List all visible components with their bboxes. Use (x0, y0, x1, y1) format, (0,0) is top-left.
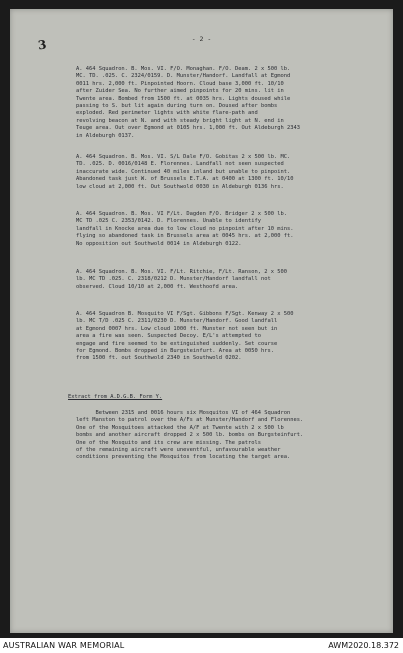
extract-heading: Extract from A.D.G.B. Form Y. (68, 394, 163, 400)
institution-name: AUSTRALIAN WAR MEMORIAL (3, 641, 125, 650)
handwritten-page-mark: 3 (37, 37, 48, 53)
sortie-report-5: A. 464 Squadron B. Mosquito VI F/Sgt. Gibbons F/Sgt. Kenway 2 x 500 lb. MC T/D .025 C. 2311/0230 D. Munster/Handorf. Good landfall at Egmond 0007 hrs. Low cloud 1000 ft. Munster not seen but in area a fire was seen. Suspected Decoy. E/L's attempted to engage and fire seemed to be extinguished suddenly. Set course for Egmond. Bombs dropped in Burgsteinfurt. Area at 0050 hrs. from 1500 ft. out Southwold 2340 in Southwold 0202. (76, 311, 294, 362)
page-number: - 2 - (191, 35, 212, 43)
sortie-report-4: A. 464 Squadron. B. Mos. VI. F/Lt. Ritchie, F/Lt. Ranson, 2 x 500 lb. MC TD .025. C. 2318/0212 D. Munster/Handorf landfall not observed. Cloud 10/10 at 2,000 ft. Westhoofd area. (76, 269, 287, 290)
extract-body: Between 2315 and 0016 hours six Mosquitos VI of 464 Squadron left Manston to patrol over the A/Fs at Munster/Handorf and Florennes. One of the Mosquitoes attacked the A/F at Twente with 2 x 500 lb bombs and another aircraft dropped 2 x 500 lb. bombs on Burgsteinfurt. One of the Mosquito and its crew are missing. The patrols of the remaining aircraft were uneventful, unfavourable weather conditions preventing the Mosquitos from locating the target area. (76, 410, 304, 461)
sortie-report-2: A. 464 Squadron. B. Mos. VI. S/L Dale F/O. Gobitas 2 x 500 lb. MC. TD. .025. D. 0016/0148 E. Florennes. Landfall not seen suspected inaccurate wide. Continued 40 miles inland but unable to pinpoint. Abandoned task just W. of Brussels E.T.A. at 0400 at 1300 ft. 10/10 low cloud at 2,000 ft. Out Southwold 0030 in Aldeburgh 0136 hrs. (76, 154, 294, 190)
archive-footer (0, 638, 403, 653)
sortie-report-3: A. 464 Squadron. B. Mos. VI F/Lt. Dagden F/O. Bridger 2 x 500 lb. MC TD .025 C. 2353/0142. D. Florennes. Unable to identify landfall in Knocke area due to low cloud no pinpoint after 10 mins. flying so abandoned task in Brussels area at 0045 hrs. at 2,000 ft. No opposition out Southwold 0014 in Aldeburgh 0122. (76, 211, 294, 247)
document-page (10, 9, 393, 633)
sortie-report-1: A. 464 Squadron. B. Mos. VI. F/O. Monaghan. F/O. Deam. 2 x 500 lb. MC. TD. .025. C. 2324/0159. D. Munster/Handorf. Landfall at Egmond 0011 hrs. 2,000 ft. Pinpointed Hoorn. Cloud base 3,000 ft. 10/10 after Zuider Sea. No further aimed pinpoints for 20 mins. lit in Twente area. Bombed from 1500 ft. at 0035 hrs. Lights doused while passing to S. but lit again during turn on. Doused after bombs exploded. Red perimeter lights with white flare-path and revolving beacon at N. and with steady bright light at N. end in Teuge area. Out over Egmond at 0105 hrs. 1,000 ft. Out Aldeburgh 2343 in Aldeburgh 0137. (76, 66, 300, 139)
accession-number: AWM2020.18.372 (328, 641, 399, 650)
